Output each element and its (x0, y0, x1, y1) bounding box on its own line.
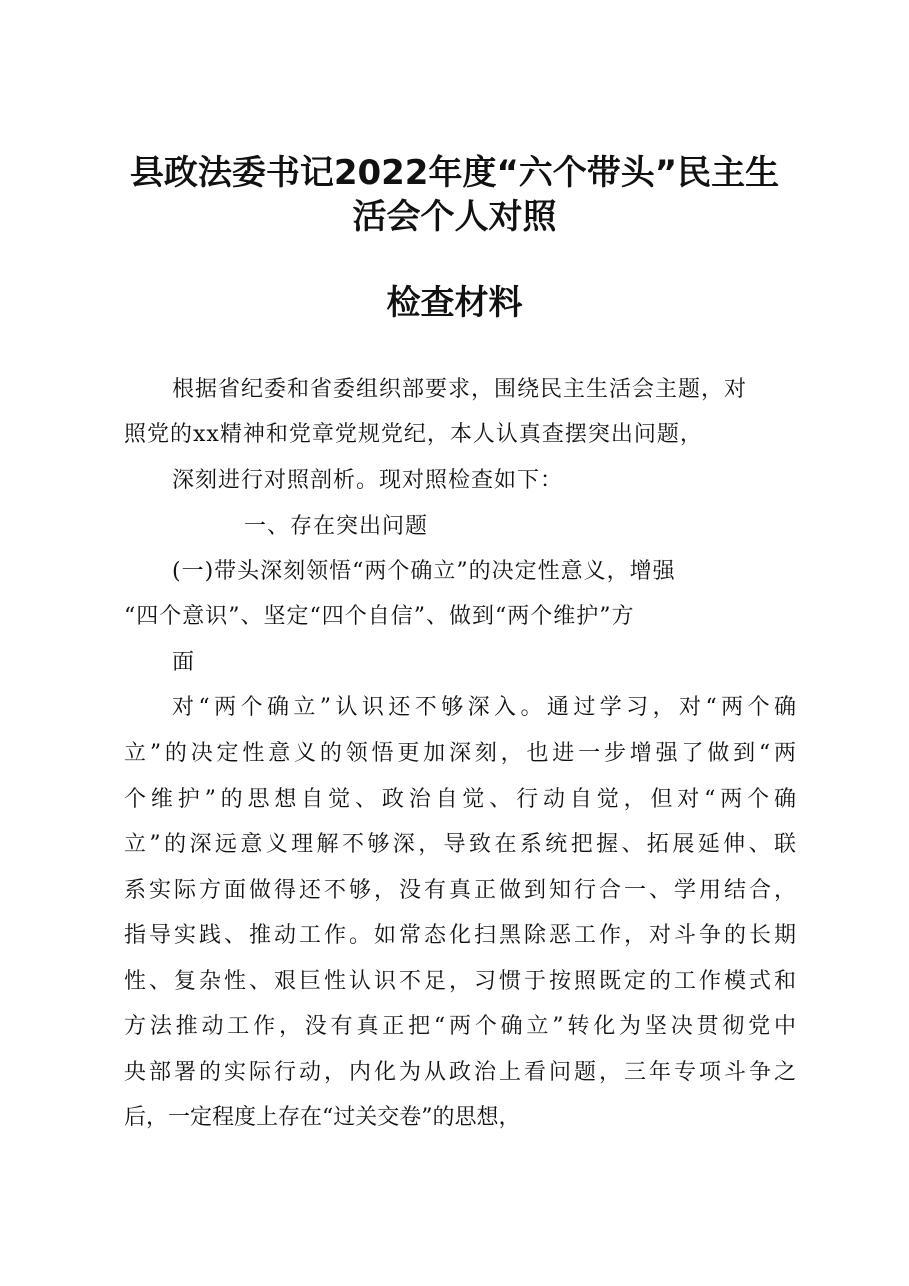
section-heading: 一、存在突出问题 (244, 514, 429, 539)
body-line: 立”的决定性意义的领悟更加深刻，也进一步增强了做到“两 (124, 741, 796, 766)
intro-line-2: 照党的xx精神和党章党规党纪，本人认真查摆突出问题， (124, 422, 703, 447)
intro-line-3: 深刻进行对照剖析。现对照检查如下： (172, 468, 564, 493)
body-line: 系实际方面做得还不够，没有真正做到知行合一、学用结合， (124, 878, 796, 903)
body-line: 后，一定程度上存在“过关交卷”的思想， (124, 1105, 521, 1130)
document-title-line-1: 县政法委书记2022年度“六个带头”民主生 (129, 153, 780, 193)
document-title-line-2: 活会个人对照 (352, 197, 557, 237)
subsection-heading-line-1: (一)带头深刻领悟“两个确立”的决定性意义，增强 (172, 559, 676, 584)
subsection-heading-line-3: 面 (172, 650, 196, 675)
body-line: 性、复杂性、艰巨性认识不足，习惯于按照既定的工作模式和 (124, 969, 796, 994)
body-line: 指导实践、推动工作。如常态化扫黑除恶工作，对斗争的长期 (124, 923, 796, 948)
subsection-heading-line-2: “四个意识”、坚定“四个自信”、做到“两个维护”方 (124, 604, 635, 629)
body-line: 对“两个确立”认识还不够深入。通过学习，对“两个确 (172, 695, 796, 720)
document-title-line-3: 检查材料 (386, 283, 523, 323)
intro-line-1: 根据省纪委和省委组织部要求，围绕民主生活会主题，对 (172, 377, 748, 402)
body-line: 个维护”的思想自觉、政治自觉、行动自觉，但对“两个确 (124, 787, 796, 812)
body-line: 方法推动工作，没有真正把“两个确立”转化为坚决贯彻党中 (124, 1014, 796, 1039)
body-line: 立”的深远意义理解不够深，导致在系统把握、拓展延伸、联 (124, 832, 796, 857)
body-line: 央部署的实际行动，内化为从政治上看问题，三年专项斗争之 (124, 1060, 796, 1085)
